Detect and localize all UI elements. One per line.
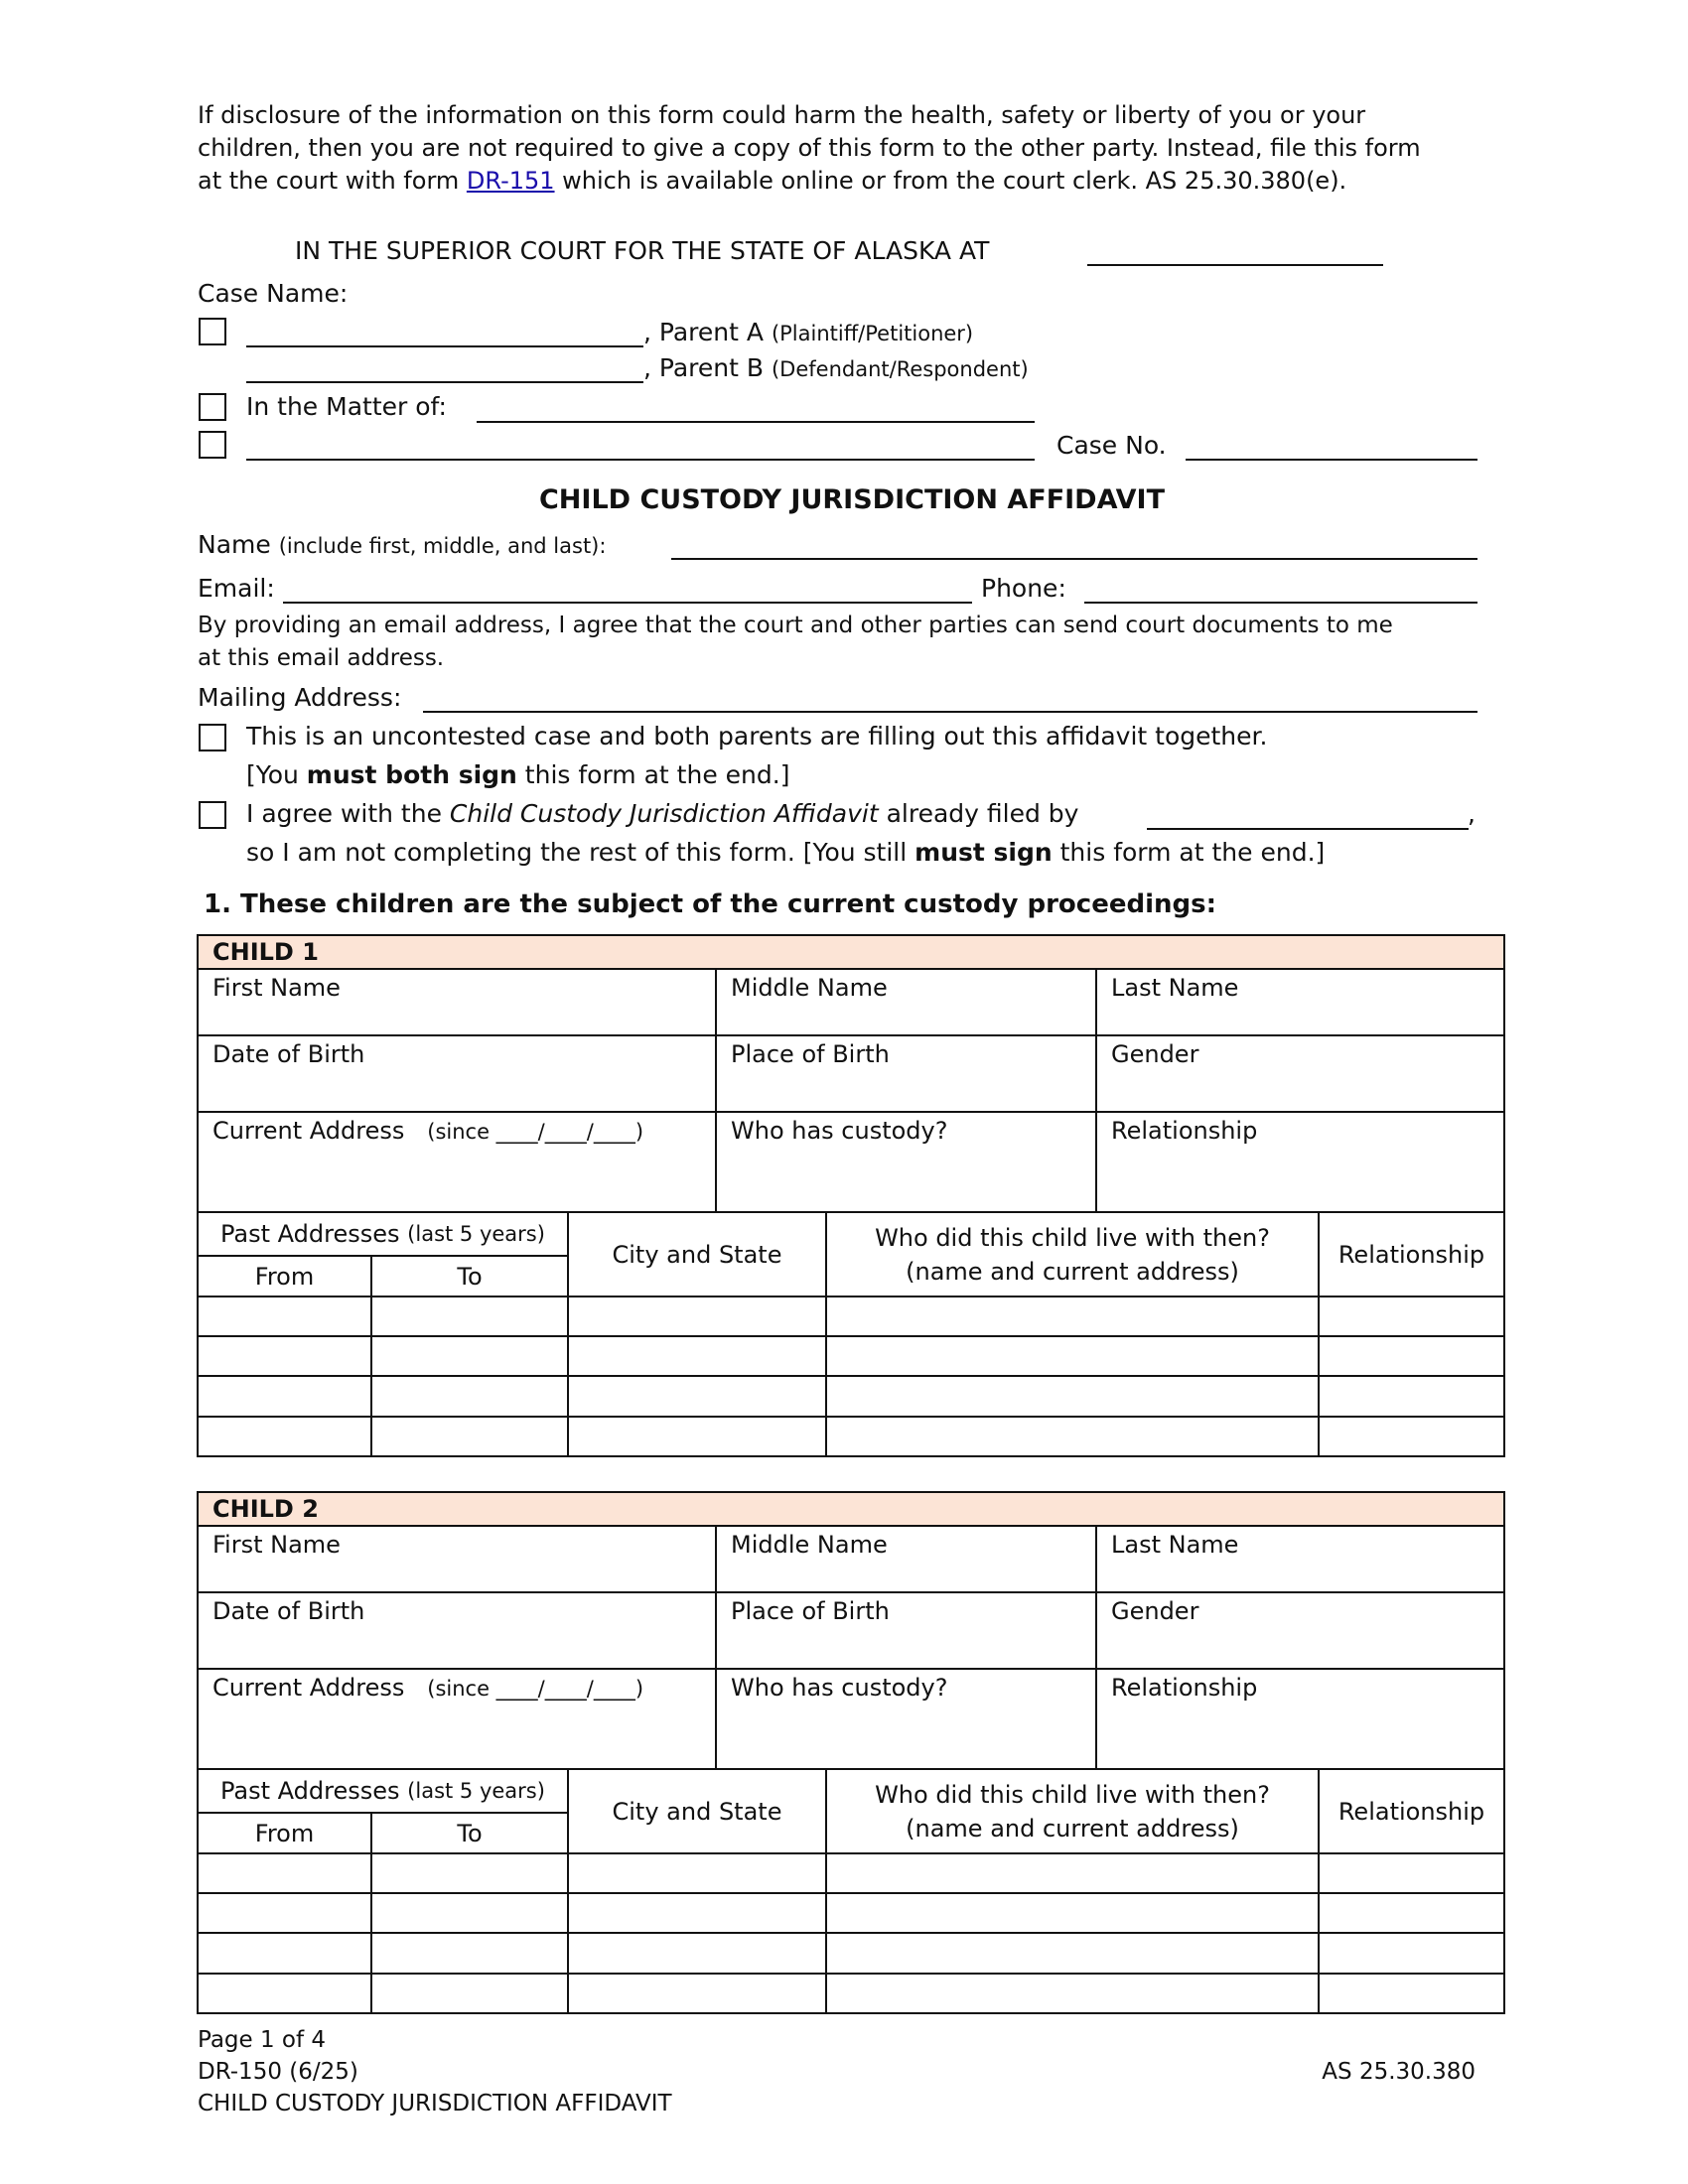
court-location-field[interactable] — [1087, 264, 1383, 266]
past-lived-with-cell[interactable] — [825, 1416, 1320, 1457]
child-middle-field[interactable] — [715, 1525, 1097, 1593]
past-lived-with-cell[interactable] — [825, 1852, 1320, 1894]
past-from-cell[interactable] — [197, 1892, 372, 1934]
child-pob-field[interactable] — [715, 1591, 1097, 1670]
pob-label: Place of Birth — [731, 1597, 890, 1625]
past-relationship-cell[interactable] — [1318, 1375, 1505, 1418]
child-first-field[interactable] — [197, 1525, 717, 1593]
comma: , — [1468, 799, 1476, 828]
lived-with-header — [825, 1211, 1320, 1297]
parent-b-field[interactable] — [246, 381, 643, 383]
footer-form-title: CHILD CUSTODY JURISDICTION AFFIDAVIT — [198, 2091, 672, 2116]
child-header-label: CHILD 2 — [212, 1495, 319, 1523]
lived-with-hint: (name and current address) — [906, 1257, 1239, 1286]
note-bold: must both sign — [306, 760, 517, 789]
past-lived-with-cell[interactable] — [825, 1296, 1320, 1337]
court-heading: IN THE SUPERIOR COURT FOR THE STATE OF ALASKA AT — [295, 236, 990, 265]
past-city-state-cell[interactable] — [567, 1375, 827, 1418]
gender-label: Gender — [1111, 1040, 1199, 1068]
last-label: Last Name — [1111, 1531, 1239, 1559]
first-label: First Name — [212, 1531, 341, 1559]
lived-with-header — [825, 1768, 1320, 1854]
from-label: From — [254, 1262, 315, 1291]
notice-line: If disclosure of the information on this form could harm the health, safety or liberty of you or your — [198, 101, 1366, 129]
child-header-label: CHILD 1 — [212, 938, 319, 966]
child-2-table — [198, 1492, 1504, 2013]
notice-text: at the court with form — [198, 167, 467, 195]
email-consent-line: By providing an email address, I agree that the court and other parties can send court documents to me — [198, 613, 1393, 638]
child-pob-field[interactable] — [715, 1034, 1097, 1113]
past-from-cell[interactable] — [197, 1375, 372, 1418]
note-text: this form at the end.] — [1052, 838, 1326, 867]
child-middle-field[interactable] — [715, 968, 1097, 1036]
from-header — [197, 1812, 372, 1854]
last-label: Last Name — [1111, 974, 1239, 1002]
child-dob-field[interactable] — [197, 1591, 717, 1670]
past-from-cell[interactable] — [197, 1852, 372, 1894]
case-no-label: Case No. — [1056, 431, 1167, 460]
past-to-cell[interactable] — [370, 1892, 569, 1934]
custody-label: Who has custody? — [731, 1117, 948, 1145]
past-to-cell[interactable] — [370, 1852, 569, 1894]
uncontested-checkbox[interactable] — [199, 724, 226, 751]
parent-b-role: (Defendant/Respondent) — [771, 357, 1029, 381]
child-header — [197, 934, 1505, 970]
from-label: From — [254, 1819, 315, 1847]
to-header — [370, 1812, 569, 1854]
parent-b-label — [643, 353, 1029, 382]
child-gender-field[interactable] — [1095, 1591, 1505, 1670]
past-to-cell[interactable] — [370, 1335, 569, 1377]
past-relationship-label: Relationship — [1337, 1240, 1485, 1269]
notice-line: children, then you are not required to give a copy of this form to the other party. Instead, file this form — [198, 134, 1421, 162]
other-case-checkbox[interactable] — [199, 431, 226, 459]
confidentiality-notice — [198, 99, 1488, 198]
page-number: Page 1 of 4 — [198, 2027, 327, 2053]
past-city-state-cell[interactable] — [567, 1892, 827, 1934]
parent-b-text: , Parent B — [643, 353, 765, 382]
relationship-label: Relationship — [1111, 1117, 1258, 1145]
city-state-header — [567, 1211, 827, 1297]
past-relationship-cell[interactable] — [1318, 1932, 1505, 1975]
past-relationship-cell[interactable] — [1318, 1852, 1505, 1894]
in-matter-checkbox[interactable] — [199, 393, 226, 421]
to-label: To — [457, 1819, 483, 1847]
dob-label: Date of Birth — [212, 1040, 365, 1068]
middle-label: Middle Name — [731, 1531, 888, 1559]
child-dob-field[interactable] — [197, 1034, 717, 1113]
past-from-cell[interactable] — [197, 1932, 372, 1975]
gender-label: Gender — [1111, 1597, 1199, 1625]
email-consent — [198, 610, 1488, 675]
past-lived-with-cell[interactable] — [825, 1375, 1320, 1418]
past-lived-with-cell[interactable] — [825, 1973, 1320, 2014]
child-last-field[interactable] — [1095, 968, 1505, 1036]
from-header — [197, 1255, 372, 1297]
note-bold: must sign — [914, 838, 1053, 867]
name-field[interactable] — [671, 558, 1477, 560]
middle-label: Middle Name — [731, 974, 888, 1002]
mailing-address-field[interactable] — [423, 711, 1477, 713]
past-to-cell[interactable] — [370, 1932, 569, 1975]
child-header — [197, 1491, 1505, 1527]
child-address-field[interactable] — [197, 1668, 717, 1770]
past-to-cell[interactable] — [370, 1973, 569, 2014]
email-consent-line: at this email address. — [198, 645, 445, 671]
custody-label: Who has custody? — [731, 1674, 948, 1702]
agree-pre: I agree with the — [246, 799, 450, 828]
phone-field[interactable] — [1084, 602, 1477, 604]
past-relationship-cell[interactable] — [1318, 1296, 1505, 1337]
lived-with-hint: (name and current address) — [906, 1814, 1239, 1843]
past-from-cell[interactable] — [197, 1335, 372, 1377]
past-from-cell[interactable] — [197, 1416, 372, 1457]
parents-checkbox[interactable] — [199, 318, 226, 345]
other-case-field[interactable] — [246, 459, 1035, 461]
child-relationship-field[interactable] — [1095, 1111, 1505, 1213]
past-relationship-label: Relationship — [1337, 1797, 1485, 1826]
section-1-heading: 1. These children are the subject of the current custody proceedings: — [204, 889, 1216, 919]
uncontested-text: This is an uncontested case and both parents are filling out this affidavit together. — [246, 722, 1268, 751]
child-first-field[interactable] — [197, 968, 717, 1036]
parent-a-field[interactable] — [246, 345, 643, 347]
past-relationship-header — [1318, 1768, 1505, 1854]
past-relationship-header — [1318, 1211, 1505, 1297]
past-addresses-header — [197, 1768, 569, 1814]
past-lived-with-cell[interactable] — [825, 1892, 1320, 1934]
past-relationship-cell[interactable] — [1318, 1973, 1505, 2014]
mailing-address-label: Mailing Address: — [198, 683, 402, 712]
child-custody-field[interactable] — [715, 1111, 1097, 1213]
statute: AS 25.30.380 — [1322, 2059, 1476, 2085]
agree-post: already filed by — [878, 799, 1079, 828]
uncontested-note — [246, 760, 789, 789]
note-text: [You — [246, 760, 307, 789]
parent-a-label — [643, 318, 973, 346]
city-state-label: City and State — [612, 1797, 782, 1826]
dr-151-link[interactable]: DR-151 — [466, 167, 555, 195]
lived-with-label: Who did this child live with then? — [875, 1780, 1270, 1809]
case-no-field[interactable] — [1186, 459, 1477, 461]
name-hint: (include first, middle, and last): — [278, 534, 607, 558]
past-relationship-cell[interactable] — [1318, 1416, 1505, 1457]
email-label: Email: — [198, 574, 275, 603]
parent-a-text: , Parent A — [643, 318, 764, 346]
child-address-field[interactable] — [197, 1111, 717, 1213]
child-1-table — [198, 935, 1504, 1456]
form-number: DR-150 (6/25) — [198, 2059, 358, 2085]
since-date-label: (since ____/____/____) — [427, 1120, 644, 1144]
past-to-cell[interactable] — [370, 1416, 569, 1457]
agree-note — [246, 838, 1325, 867]
dob-label: Date of Birth — [212, 1597, 365, 1625]
past-city-state-cell[interactable] — [567, 1296, 827, 1337]
in-matter-field[interactable] — [477, 421, 1035, 423]
city-state-label: City and State — [612, 1240, 782, 1269]
past-addresses-header — [197, 1211, 569, 1257]
past-addresses-label: Past Addresses — [220, 1777, 400, 1805]
past-city-state-cell[interactable] — [567, 1335, 827, 1377]
form-title: CHILD CUSTODY JURISDICTION AFFIDAVIT — [538, 484, 1166, 515]
address-label: Current Address — [212, 1117, 405, 1145]
past-addresses-label: Past Addresses — [220, 1220, 400, 1248]
lived-with-label: Who did this child live with then? — [875, 1223, 1270, 1252]
past-from-cell[interactable] — [197, 1973, 372, 2014]
name-text: Name — [198, 530, 271, 559]
city-state-header — [567, 1768, 827, 1854]
first-label: First Name — [212, 974, 341, 1002]
past-relationship-cell[interactable] — [1318, 1892, 1505, 1934]
past-from-cell[interactable] — [197, 1296, 372, 1337]
relationship-label: Relationship — [1111, 1674, 1258, 1702]
past-lived-with-cell[interactable] — [825, 1932, 1320, 1975]
past-city-state-cell[interactable] — [567, 1932, 827, 1975]
case-name-label: Case Name: — [198, 279, 349, 308]
pob-label: Place of Birth — [731, 1040, 890, 1068]
phone-label: Phone: — [981, 574, 1066, 603]
child-custody-field[interactable] — [715, 1668, 1097, 1770]
past-lived-with-cell[interactable] — [825, 1335, 1320, 1377]
child-last-field[interactable] — [1095, 1525, 1505, 1593]
past-city-state-cell[interactable] — [567, 1416, 827, 1457]
agree-text — [246, 799, 1078, 828]
note-text: so I am not completing the rest of this form. [You still — [246, 838, 915, 867]
past-to-cell[interactable] — [370, 1296, 569, 1337]
since-date-label: (since ____/____/____) — [427, 1677, 644, 1701]
parent-a-role: (Plaintiff/Petitioner) — [771, 322, 974, 345]
in-matter-label: In the Matter of: — [246, 392, 447, 421]
to-label: To — [457, 1262, 483, 1291]
email-field[interactable] — [283, 602, 972, 604]
past-city-state-cell[interactable] — [567, 1973, 827, 2014]
already-filed-by-field[interactable] — [1147, 828, 1469, 830]
past-addresses-hint: (last 5 years) — [407, 1222, 545, 1246]
agree-italic: Child Custody Jurisdiction Affidavit — [449, 799, 879, 828]
past-addresses-hint: (last 5 years) — [407, 1779, 545, 1803]
name-label — [198, 530, 606, 559]
to-header — [370, 1255, 569, 1297]
child-relationship-field[interactable] — [1095, 1668, 1505, 1770]
notice-line — [198, 165, 1488, 198]
address-label: Current Address — [212, 1674, 405, 1702]
note-text: this form at the end.] — [516, 760, 790, 789]
child-gender-field[interactable] — [1095, 1034, 1505, 1113]
past-city-state-cell[interactable] — [567, 1852, 827, 1894]
notice-text: which is available online or from the court clerk. AS 25.30.380(e). — [554, 167, 1347, 195]
past-relationship-cell[interactable] — [1318, 1335, 1505, 1377]
past-to-cell[interactable] — [370, 1375, 569, 1418]
agree-checkbox[interactable] — [199, 801, 226, 829]
